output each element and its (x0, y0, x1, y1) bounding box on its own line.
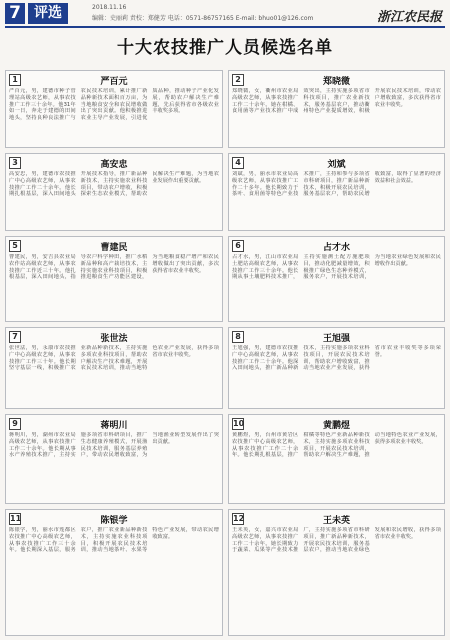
candidate-bio: 王未英，女，嘉兴市农业局高级农艺师，从事农技推广工作二十余年。她长期致力于蔬菜、瓜果等产业技术推广，主持实施多项省市科研项目，推广新品种新技术，开展农民技术培训，服务基层农户，推动当地农业绿色发展和农民增收，获得多项省市农业丰收奖。 (232, 527, 441, 554)
editor-contact: 编辑：史丽莉 责校：郑健芳 电话：0571-86757165 E-mail: bhuo01@126.com (92, 15, 314, 22)
candidate-bio: 高安忠，男，建德市农技推广中心高级农艺师，从事农技推广工作二十余年。他长期扎根基层，深入田间地头开展技术指导，推广新品种新技术，主持实施农业科技项目，带动农户增收，积极探索生态农业模式，帮助农民解决生产难题，为当地农业发展作出重要贡献。 (9, 171, 219, 198)
candidate-bio: 严百元，男，建德市种子管理站高级农艺师，从事农技推广工作三十余年。他31年如一日，奔走于建德的田间地头，坚持良种良法推广与农民技术培训，累计推广新品种新技术面积百万亩，为当地粮食安全和农民增收做出了突出贡献。他积极推进农业主导产业发展，引进优质品种，推动种子产业化发展，帮助农户解决生产难题，先后获得省市各级农业丰收奖多项。 (9, 88, 219, 122)
candidate-number: 1 (9, 74, 21, 86)
candidate-name: 王旭强 (322, 334, 350, 344)
candidate-card (228, 509, 445, 636)
issue-date: 2018.11.16 (92, 4, 127, 11)
header-rule (5, 26, 445, 28)
candidate-card (5, 414, 223, 504)
candidate-name: 严百元 (100, 77, 128, 87)
newspaper-logo: 浙江农民报 (376, 10, 442, 25)
candidate-card (228, 327, 445, 409)
section-number: 7 (5, 3, 25, 24)
candidate-name: 蒋明川 (100, 421, 128, 431)
candidate-bio: 占才水，男，江山市农业局土肥站高级农艺师，从事农技推广工作三十余年。他长期从事土壤肥料技术推广，主持实施测土配方施肥项目，推动化肥减量增效，积极推广绿色生态种养模式，服务农户，开展技术培训，为当地农业绿色发展和农民增收作出贡献。 (232, 254, 441, 281)
candidate-name: 高安忠 (100, 160, 128, 170)
candidate-number: 3 (9, 157, 21, 169)
candidate-bio: 蒋明川，男，湖州市农业局高级农艺师，从事农技推广工作二十余年。他长期从事水产养殖技术推广，主持实施多项省市科研项目，推广生态健康养殖模式，开展渔民技术培训，服务基层养殖户，带动农民增收致富，为当地渔业转型发展作出了突出贡献。 (9, 432, 219, 459)
candidate-number: 6 (232, 240, 244, 252)
candidate-number: 11 (10, 514, 22, 523)
candidate-card (5, 236, 223, 322)
candidate-name: 王未英 (322, 516, 350, 526)
candidate-bio: 王旭强，男，建德市农技推广中心高级农艺师，从事农技推广工作二十余年。他深入田间地头，推广新品种新技术，主持实施多项农业科技项目，开展农民技术培训，帮助农户增收致富，推动当地农业产业发展，获得省市农业丰收奖等多项荣誉。 (232, 345, 441, 372)
candidate-bio: 曹建民，男，安吉县农业局农作站高级农艺师，从事农技推广工作近三十年。他扎根基层，深入田间地头，指导农户科学种田，推广水稻新品种和高产栽培技术，主持实施农业科技项目，积极推进粮食生产功能区建设，为当地粮食稳产增产和农民增收做出了突出贡献，多次获得省市农业丰收奖。 (9, 254, 219, 281)
candidate-card (228, 414, 445, 504)
candidate-bio: 陈银学，男，丽水市莲都区农技推广中心高级农艺师，从事农技推广工作三十余年。他长期深入基层，服务农户，推广农业新品种新技术，主持实施农业科技项目，积极开展农民技术培训，推动当地茶叶、水果等特色产业发展，带动农民增收致富。 (9, 527, 219, 554)
candidate-card (228, 70, 445, 148)
candidate-number: 8 (232, 331, 244, 343)
candidate-bio: 张世法，男，永康市农技推广中心高级农艺师，从事农技推广工作三十年。他长期坚守基层一线，积极推广农业新品种新技术，主持实施多项农业科技项目，帮助农户解决生产技术难题，开展农民技术培训，推动当地特色农业产业发展，获得多项省市农业丰收奖。 (9, 345, 219, 372)
candidate-name: 张世法 (100, 334, 128, 344)
candidate-number: 5 (9, 240, 21, 252)
candidate-card (5, 153, 223, 231)
candidate-card (228, 153, 445, 231)
candidate-name: 郑晓微 (322, 77, 350, 87)
candidate-number: 12 (233, 514, 245, 523)
candidate-name: 占才水 (322, 243, 350, 253)
candidate-number: 7 (9, 331, 21, 343)
candidate-card (5, 327, 223, 409)
candidate-number: 9 (9, 418, 21, 430)
candidate-name: 陈银学 (100, 516, 128, 526)
candidate-bio: 刘斌，男，丽水市农业局高级农艺师，从事农技推广工作二十多年。他长期致力于茶叶、食用菌等特色产业技术推广，主持和参与多项省市科研项目，推广新品种新技术，积极开展农民培训，服务基层农户，帮助农民增收致富，取得了显著的经济效益和社会效益。 (232, 171, 441, 198)
candidate-bio: 黄鹏煜，男，台州市黄岩区农技推广中心高级农艺师，从事农技推广工作二十余年。他长期扎根基层，推广柑橘等特色产业新品种新技术，主持实施多项农业科技项目，开展农民技术培训，帮助农户解决生产难题，推动当地特色农业产业发展，获得多项农业丰收奖。 (232, 432, 441, 459)
section-name: 评选 (28, 3, 68, 24)
candidate-card (228, 236, 445, 322)
candidate-number: 2 (232, 74, 244, 86)
candidate-card (5, 70, 223, 148)
page-header (0, 0, 450, 26)
candidate-name: 曹建民 (100, 243, 128, 253)
page-title: 十大农技推广人员候选名单 (117, 38, 333, 58)
candidate-bio: 郑晓微，女，衢州市农业局高级农艺师，从事农技推广工作二十余年。她在柑橘、食用菌等产业技术推广中成效突出，主持实施多项省市科技项目，推广农业新技术，服务基层农户，推动衢州特色产业提质增效，积极开展农民技术培训，带动农户增收致富，多次获得省市农业丰收奖。 (232, 88, 441, 115)
candidate-name: 黄鹏煜 (322, 421, 350, 431)
candidate-card (5, 509, 223, 636)
candidate-name: 刘斌 (327, 160, 346, 170)
candidate-number: 10 (233, 419, 245, 428)
candidate-number: 4 (232, 157, 244, 169)
